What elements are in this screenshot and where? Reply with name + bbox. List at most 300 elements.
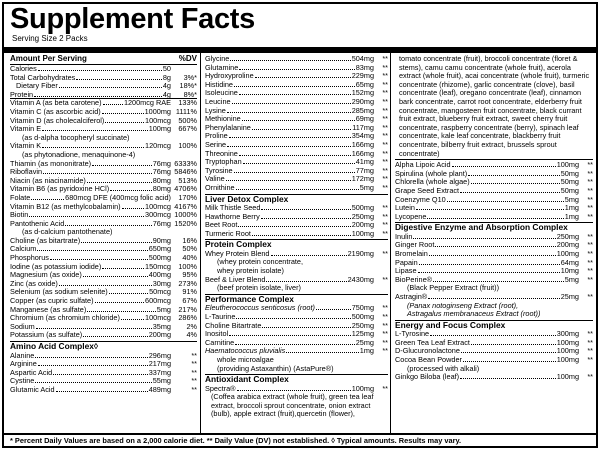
ingredient-amount: 504mg [351, 54, 374, 63]
ingredient-amount: 80mg [152, 184, 171, 194]
ingredient-amount: 69mg [355, 114, 374, 124]
dot-leader [110, 185, 152, 191]
ingredient-amount: 489mg [148, 384, 171, 394]
ingredient-dv: ** [587, 231, 593, 241]
ingredient-dv: ** [587, 355, 593, 364]
ingredient-dv: ** [382, 182, 388, 192]
ingredient-name: Folate [10, 192, 31, 202]
dot-leader [447, 196, 564, 202]
dot-leader [81, 237, 152, 243]
ingredient-dv: 18%* [179, 81, 197, 91]
amino-list [10, 352, 197, 395]
amino-acid-title: Amino Acid Complex◊ [10, 341, 197, 352]
column-3 [395, 55, 593, 382]
ingredient-amount: 150mcg [145, 261, 171, 271]
dot-leader [92, 160, 152, 166]
ingredient-name: Chlorella (whole algae) [395, 177, 470, 187]
ingredient-amount: 100mcg [145, 201, 171, 211]
ingredient-dv: ** [382, 131, 388, 141]
list-item [10, 125, 197, 134]
dot-leader [53, 369, 148, 375]
ingredient-dv: ** [382, 96, 388, 106]
ingredient-name: Ginger Root [395, 240, 435, 250]
ingredient-name: Papain [395, 257, 418, 267]
list-item-note: (beef protein isolate, liver) [217, 283, 301, 293]
ingredient-amount: 1mg [564, 203, 579, 213]
ingredient-name: Lycopene [395, 211, 427, 221]
ingredient-dv: ** [587, 266, 593, 276]
ingredient-amount: 680mcg DFE (400mcg folic acid) [65, 192, 171, 202]
dot-leader [43, 168, 152, 174]
ingredient-amount: 50mg [560, 177, 579, 187]
serving-size: Serving Size 2 Packs [12, 34, 88, 43]
dot-leader [461, 347, 556, 353]
ingredient-amount: 250mg [351, 320, 374, 330]
ingredient-dv: 500% [178, 115, 197, 125]
ingredient-name: Glycine [205, 54, 230, 63]
ingredient-name: Bromelain [395, 248, 428, 258]
ingredient-name: Astragin® [395, 291, 428, 301]
ingredient-dv: 4706% [174, 184, 197, 194]
ingredient-amount: 100mcg [145, 115, 171, 125]
dot-leader [87, 306, 156, 312]
dot-leader [416, 204, 564, 210]
dot-leader [227, 107, 351, 113]
ingredient-name: Vitamin K [10, 141, 42, 151]
ingredient-amount: 250mg [351, 211, 374, 221]
ingredient-amount: 4g [162, 89, 171, 99]
ingredient-name: Vitamin B12 (as methylcobalamin) [10, 201, 121, 211]
ingredient-amount: 41mg [355, 157, 374, 167]
ingredient-dv: 217% [178, 304, 197, 314]
ingredient-name: Hydroxyproline [205, 71, 254, 81]
ingredient-amount: 500mg [351, 311, 374, 321]
dot-leader [236, 184, 359, 190]
ingredient-dv: ** [382, 88, 388, 98]
performance-complex-list [205, 304, 388, 373]
dot-leader [261, 204, 350, 210]
ingredient-dv: ** [382, 105, 388, 115]
dot-leader [226, 175, 351, 181]
protein-complex-title: Protein Complex [205, 239, 388, 250]
list-item-note: (Black Pepper Extract (fruit)) [407, 283, 500, 293]
ingredient-name: Glutamic Acid [10, 384, 55, 394]
ingredient-name: Green Tea Leaf Extract [395, 337, 470, 347]
ingredient-dv: ** [382, 71, 388, 81]
ingredient-name: Ornithine [205, 182, 235, 192]
list-item [395, 373, 593, 382]
ingredient-dv: 4% [186, 330, 197, 340]
dot-leader [427, 213, 563, 219]
dot-leader [121, 314, 144, 320]
dot-leader [234, 81, 355, 87]
dot-leader [266, 276, 346, 282]
dot-leader [471, 178, 560, 184]
ingredient-name: Vitamin E [10, 124, 42, 134]
dot-leader [433, 276, 564, 282]
ingredient-amount: 2190mg [347, 248, 374, 258]
dot-leader [235, 339, 355, 345]
list-item [10, 386, 197, 395]
ingredient-amount: 400mg [148, 270, 171, 280]
column-divider [390, 53, 391, 433]
ingredient-dv: ** [587, 160, 593, 170]
ingredient-name: Histidine [205, 79, 233, 89]
ingredient-amount: 5mg [564, 194, 579, 204]
dot-leader [286, 347, 358, 353]
dot-leader [460, 373, 556, 379]
dot-leader [229, 132, 351, 138]
ingredient-dv: 95% [182, 270, 197, 280]
ingredient-name: Phosphorus [10, 253, 49, 263]
dot-leader [468, 170, 560, 176]
ingredient-name: Protein [10, 89, 34, 99]
list-item: Spectra® 100mg ** [205, 383, 388, 393]
antioxidant-list [395, 161, 593, 221]
ingredient-name: Riboflavin [10, 167, 43, 177]
dot-leader [65, 220, 151, 226]
ingredient-amount: 83mg [355, 62, 374, 72]
ingredient-dv: 5846% [174, 167, 197, 177]
ingredient-name: Selenium (as sodium selenite) [10, 287, 108, 297]
digestive-complex-title: Digestive Enzyme and Absorption Complex [395, 222, 593, 233]
ingredient-name: Hawthorne Berry [205, 211, 260, 221]
footnote: * Percent Daily Values are based on a 2,000 calorie diet. ** Daily Value (DV) not established. ◊ Typical amounts. Results may vary. [10, 436, 462, 445]
ingredient-amount: 100mg [351, 228, 374, 238]
ingredient-name: Beet Root [205, 220, 238, 230]
ingredient-dv: 1000% [174, 210, 197, 220]
ingredient-name: Lipase [395, 266, 417, 276]
supplement-facts-panel [2, 2, 598, 448]
ingredient-dv: 273% [178, 278, 197, 288]
dot-leader [234, 167, 355, 173]
ingredient-dv: ** [382, 337, 388, 347]
dot-leader [102, 108, 144, 114]
ingredient-amount: 100mcg [145, 313, 171, 323]
ingredient-name: Beef & Liver Blend [205, 274, 266, 284]
dot-leader [109, 288, 148, 294]
ingredient-name: Serine [205, 139, 227, 149]
ingredient-dv: ** [382, 157, 388, 167]
ingredient-dv: 91% [182, 287, 197, 297]
dot-leader [31, 194, 64, 200]
ingredient-amount: 100mg [556, 337, 579, 347]
ingredient-name: Whey Protein Blend [205, 248, 270, 258]
dot-leader [242, 115, 355, 121]
ingredient-amount: 354mg [351, 131, 374, 141]
dot-leader [34, 91, 162, 97]
ingredient-name: Vitamin B6 (as pyridoxine HCl) [10, 184, 110, 194]
dot-leader [102, 263, 144, 269]
ingredient-name: BioPerine® [395, 274, 433, 284]
ingredient-dv: ** [382, 320, 388, 330]
dot-leader [83, 271, 148, 277]
list-item [10, 142, 197, 151]
ingredient-dv: ** [382, 54, 388, 63]
ingredient-dv: ** [382, 139, 388, 149]
amount-per-serving-label: Amount Per Serving [10, 54, 87, 63]
ingredient-name: Vitamin D (as cholecalciferol) [10, 115, 105, 125]
ingredient-amount: 650mg [148, 244, 171, 254]
ingredient-dv: 16% [182, 235, 197, 245]
dot-leader [239, 64, 354, 70]
dot-leader [419, 259, 560, 265]
ingredient-amount: 65mg [355, 79, 374, 89]
ingredient-amount: 1200mcg RAE [123, 98, 171, 108]
ingredient-name: Manganese (as sulfate) [10, 304, 87, 314]
ingredient-dv: 6333% [174, 158, 197, 168]
ingredient-name: Pantothenic Acid [10, 218, 65, 228]
ingredient-dv: ** [587, 168, 593, 178]
dot-leader [59, 280, 152, 286]
ingredient-amount: 77mg [355, 165, 374, 175]
ingredient-amount: 500mg [351, 203, 374, 212]
ingredient-dv: ** [587, 211, 593, 221]
ingredient-amount: 2430mg [347, 274, 374, 284]
list-item [395, 356, 593, 365]
dot-leader [239, 89, 351, 95]
ingredient-dv: ** [382, 174, 388, 184]
ingredient-name: Thiamin (as mononitrate) [10, 158, 92, 168]
ingredient-amount: 290mg [351, 96, 374, 106]
ingredient-dv: ** [382, 203, 388, 212]
ingredient-dv: 67% [182, 296, 197, 306]
dv-label: %DV [178, 54, 197, 63]
ingredient-name: Carnitine [205, 337, 235, 347]
ingredient-amount: 100mg [556, 346, 579, 356]
ingredient-amount: 50 [162, 64, 171, 73]
ingredient-amount: 5mg [564, 274, 579, 284]
ingredient-name: Total Carbohydrates [10, 72, 76, 82]
dot-leader [418, 267, 560, 273]
ingredient-amount: 117mg [352, 122, 374, 132]
ingredient-name: Iodine (as potassium iodide) [10, 261, 102, 271]
column-divider [200, 53, 201, 433]
dot-leader [243, 158, 355, 164]
ingredient-amount: 55mg [152, 376, 171, 386]
ingredient-dv: ** [382, 79, 388, 89]
protein-complex-list [205, 250, 388, 293]
ingredient-dv: ** [587, 337, 593, 347]
ingredient-name: Sodium [10, 321, 35, 331]
dot-leader [56, 386, 148, 392]
dot-leader [428, 293, 560, 299]
ingredient-amount: 76mg [152, 218, 171, 228]
performance-complex-title: Performance Complex [205, 294, 388, 305]
ingredient-name: Valine [205, 174, 225, 184]
ingredient-amount: 90mg [152, 235, 171, 245]
ingredient-dv: ** [587, 346, 593, 356]
ingredient-dv: 1520% [174, 218, 197, 228]
ingredient-dv: ** [382, 122, 388, 132]
ingredient-amount: 750mg [351, 303, 374, 313]
ingredient-amount: 5mg [359, 182, 374, 192]
ingredient-dv: ** [382, 228, 388, 238]
dot-leader [463, 356, 556, 362]
ingredient-dv: ** [382, 303, 388, 313]
ingredient-dv: ** [587, 372, 593, 382]
ingredient-name: Choline Bitartrate [205, 320, 262, 330]
ingredient-amount: 76mg [152, 158, 171, 168]
ingredient-dv: ** [587, 274, 593, 284]
dot-leader [42, 125, 148, 131]
ingredient-dv: ** [191, 367, 197, 377]
ingredient-amount: 5mg [156, 304, 171, 314]
dot-leader [471, 339, 556, 345]
dot-leader [262, 322, 350, 328]
list-item-note: Astragalus membranaceus Extract (root)) [407, 309, 541, 319]
dot-leader [252, 230, 351, 236]
thick-divider [4, 47, 596, 53]
dot-leader [227, 141, 351, 147]
ingredient-name: Chromium (as chromium chloride) [10, 313, 120, 323]
dot-leader [95, 297, 144, 303]
ingredient-name: Coenzyme Q10 [395, 194, 446, 204]
ingredient-name: Potassium (as sulfate) [10, 330, 83, 340]
ingredient-name: Vitamin C (as ascorbic acid) [10, 106, 101, 116]
dot-leader [252, 124, 351, 130]
list-item-note: (processed with alkali) [407, 363, 480, 373]
dot-leader [460, 187, 560, 193]
ingredient-name: Arginine [10, 359, 37, 369]
dot-leader [230, 55, 350, 61]
ingredient-name: Phenylalanine [205, 122, 251, 132]
ingredient-amount: 50mcg [149, 287, 171, 297]
dot-leader [35, 377, 151, 383]
vitamins-list [10, 65, 197, 340]
ingredient-dv: ** [382, 165, 388, 175]
liver-detox-title: Liver Detox Complex [205, 194, 388, 205]
amino-list-continued [205, 55, 388, 193]
ingredient-name: Biotin [10, 210, 29, 220]
ingredient-dv: 2% [186, 321, 197, 331]
ingredient-amount: 100mg [556, 160, 579, 170]
list-item-note: (as phytonadione, menaquinone-4) [22, 149, 136, 159]
dot-leader [87, 177, 152, 183]
ingredient-amount: 1mg [564, 211, 579, 221]
dot-leader [83, 331, 148, 337]
antioxidant-ingredients: (Coffea arabica extract (whole fruit), green tea leaf extract, broccoli sprout concentrate, onion extract (bulb), apple extract (fruit),quercetin (flower), [211, 392, 374, 419]
ingredient-amount: 120mcg [145, 141, 171, 151]
ingredient-amount: 50mg [560, 185, 579, 195]
dot-leader [255, 72, 351, 78]
ingredient-dv: 133% [178, 98, 197, 108]
list-item-note: (whey protein concentrate, [217, 257, 303, 267]
list-item [395, 293, 593, 302]
ingredient-dv: ** [382, 211, 388, 221]
ingredient-name: Magnesium (as oxide) [10, 270, 82, 280]
dot-leader [50, 254, 148, 260]
energy-complex-title: Energy and Focus Complex [395, 320, 593, 331]
list-item [205, 347, 388, 356]
ingredient-name: Inositol [205, 329, 229, 339]
ingredient-dv: ** [587, 194, 593, 204]
ingredient-dv: 1111% [175, 106, 197, 116]
ingredient-name: Proline [205, 131, 228, 141]
ingredient-amount: 64mg [560, 257, 579, 267]
dot-leader [122, 203, 144, 209]
ingredient-name: Milk Thistle Seed [205, 203, 261, 212]
ingredient-amount: 300mcg [145, 210, 171, 220]
dot-leader [261, 213, 351, 219]
ingredient-name: Alpha Lipoic Acid [395, 160, 451, 170]
column-2 [205, 55, 388, 419]
ingredient-dv: ** [382, 274, 388, 284]
ingredient-name: Inulin [395, 231, 413, 241]
list-item [10, 220, 197, 229]
list-item-note: whole microalgae [217, 354, 274, 364]
ingredient-name: Copper (as cupric sulfate) [10, 296, 94, 306]
ingredient-name: Eleutherococcus senticosus (root) [205, 303, 315, 313]
dot-leader [37, 245, 147, 251]
ingredient-dv: ** [382, 148, 388, 158]
list-item [395, 213, 593, 222]
ingredient-amount: 300mg [556, 329, 579, 339]
ingredient-amount: 229mg [351, 71, 374, 81]
ingredient-dv: 170% [178, 192, 197, 202]
ingredient-amount: 50mg [560, 168, 579, 178]
ingredient-dv: ** [587, 240, 593, 250]
ingredient-dv: ** [382, 311, 388, 321]
ingredient-dv: ** [191, 384, 197, 394]
ingredient-name: Cystine [10, 376, 35, 386]
list-item [205, 276, 388, 285]
list-item-note: (as d-calcium pantothenate) [22, 227, 113, 237]
ingredient-dv: 40% [182, 253, 197, 263]
list-item-note: whey protein isolate) [217, 266, 284, 276]
ingredient-name: L-Taurine [205, 311, 236, 321]
antioxidant-complex-title: Antioxidant Complex [205, 374, 388, 385]
ingredient-name: Vitamin A (as beta carotene) [10, 98, 102, 108]
ingredient-name: Grape Seed Extract [395, 185, 460, 195]
ingredient-amount: 285mg [351, 105, 374, 115]
ingredient-dv: 8%* [183, 89, 197, 99]
ingredient-dv: ** [382, 248, 388, 258]
list-item [395, 196, 593, 205]
dot-leader [316, 304, 351, 310]
ingredient-name: Threonine [205, 148, 238, 158]
ingredient-amount: 337mg [148, 367, 171, 377]
panel-title: Supplement Facts [10, 3, 255, 35]
ingredient-amount: 1mg [359, 346, 374, 356]
ingredient-amount: 30mg [152, 278, 171, 288]
ingredient-amount: 200mg [148, 330, 171, 340]
liver-detox-list [205, 204, 388, 238]
antioxidant-ingredients-continued: tomato concentrate (fruit), broccoli concentrate (floret & stems), camu camu concentrate (whole fruit), acerola extract (whole fruit), acai concentrate (whole fruit), turmeric concentrate (rhizome), garlic concentrate (clove), basil concentrate (leaf), oregano concentrate (leaf), cinnamon bark concentrate, carrot root concentrate, elderberry fruit concentrate, mangosteen fruit concentrate, black currant fruit extract, blueberry fruit extract, sweet cherry fruit concentrate, raspberry concentrate (berry), spinach leaf concentrate, kale leaf concentrate, blackberry fruit concentrate, bilberry fruit extract, brussels sprout concentrate) [399, 54, 590, 158]
dot-leader [103, 99, 123, 105]
ingredient-name: Spirulina (whole plant) [395, 168, 468, 178]
ingredient-dv: ** [587, 248, 593, 258]
ingredient-amount: 100mg [556, 355, 579, 364]
ingredient-amount: 152mg [351, 88, 374, 98]
ingredient-amount: 166mg [351, 148, 374, 158]
ingredient-dv: 4167% [174, 201, 197, 211]
ingredient-amount: 100mg [148, 124, 171, 134]
ingredient-amount: 250mg [556, 231, 579, 241]
ingredient-dv: ** [191, 359, 197, 369]
dot-leader [413, 233, 555, 239]
ingredient-dv: 50% [182, 244, 197, 254]
ingredient-amount: 217mg [148, 359, 171, 369]
ingredient-amount: 600mcg [145, 296, 171, 306]
dot-leader [238, 221, 350, 227]
ingredient-amount: 25mg [560, 291, 579, 301]
list-item [205, 184, 388, 193]
ingredient-amount: 25mg [355, 337, 374, 347]
energy-complex-list [395, 330, 593, 382]
ingredient-name: Calories [10, 64, 37, 73]
ingredient-name: Zinc (as oxide) [10, 278, 58, 288]
